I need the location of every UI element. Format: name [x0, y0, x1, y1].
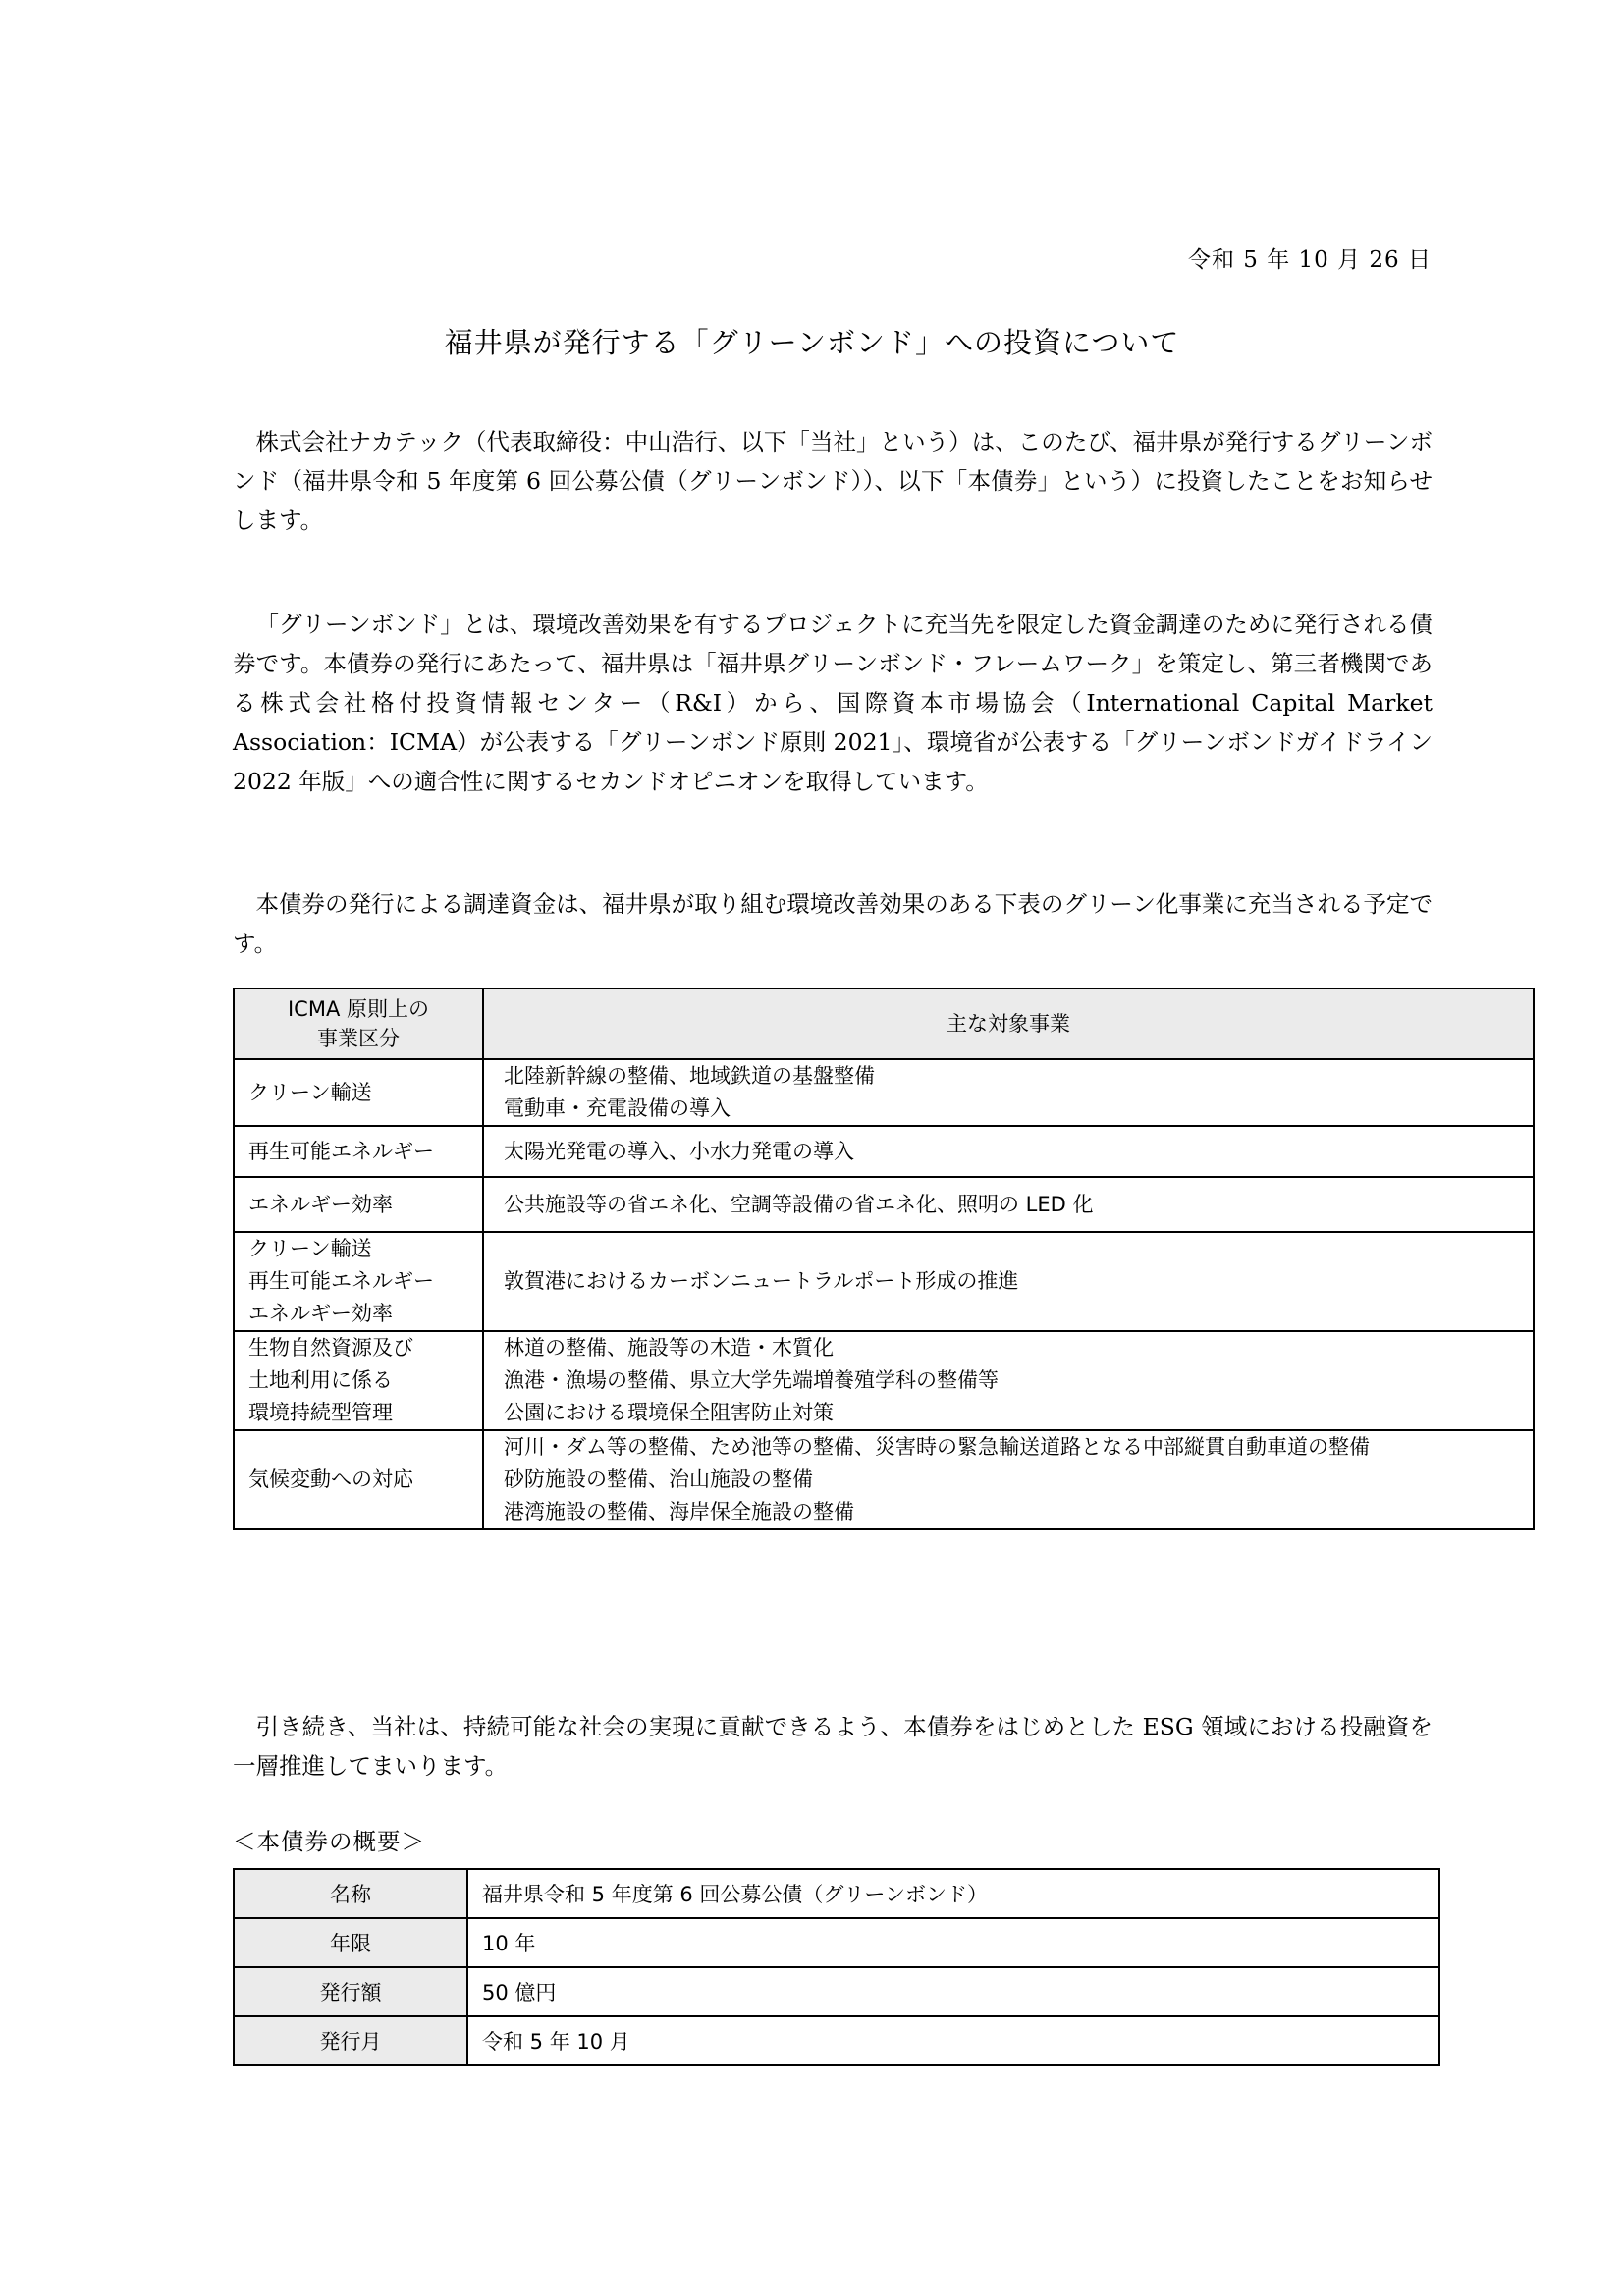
project-line: 漁港・漁場の整備、県立大学先端増養殖学科の整備等: [504, 1368, 999, 1392]
category-line: 生物自然資源及び: [248, 1336, 413, 1360]
table-row: [234, 1331, 1534, 1430]
category-header-line: 事業区分: [317, 1027, 400, 1050]
summary-row: [234, 2016, 1439, 2065]
table-row: [234, 1430, 1534, 1529]
summary-table-body: [234, 1869, 1439, 2065]
category-cell: [234, 1430, 483, 1529]
project-line: 公共施設等の省エネ化、空調等設備の省エネ化、照明の LED 化: [504, 1192, 1094, 1216]
category-cell: [234, 1059, 483, 1126]
allocation-paragraph: 本債券の発行による調達資金は、福井県が取り組む環境改善効果のある下表のグリーン化事業に充当される予定です。: [233, 889, 1433, 957]
table-row: [234, 1232, 1534, 1331]
summary-row: [234, 1967, 1439, 2016]
category-line: エネルギー効率: [248, 1192, 393, 1216]
category-header: [234, 988, 483, 1059]
project-line: 砂防施設の整備、治山施設の整備: [504, 1468, 813, 1491]
project-line: 太陽光発電の導入、小水力発電の導入: [504, 1139, 854, 1163]
project-table: [233, 988, 1535, 1530]
category-cell: [234, 1177, 483, 1232]
summary-row: [234, 1869, 1439, 1918]
projects-cell: [483, 1126, 1534, 1177]
category-header-line: ICMA 原則上の: [287, 997, 430, 1021]
summary-value: 10 年: [467, 1918, 1439, 1967]
intro-paragraph: 株式会社ナカテック（代表取締役：中山浩行、以下「当社」という）は、このたび、福井県が発行するグリーンボンド（福井県令和 5 年度第 6 回公募公債（グリーンボンド））、以下「本債券」という）に投資したことをお知らせします。: [233, 427, 1433, 534]
green-bond-paragraph: 「グリーンボンド」とは、環境改善効果を有するプロジェクトに充当先を限定した資金調達のために発行される債券です。本債券の発行にあたって、福井県は「福井県グリーンボンド・フレームワーク」を策定し、第三者機関である株式会社格付投資情報センター（R&I）から、国際資本市場協会（International Capital Market Association：ICMA）が公表する「グリーンボンド原則 2021」、環境省が公表する「グリーンボンドガイドライン 2022 年版」への適合性に関するセカンドオピニオンを取得しています。: [233, 610, 1433, 795]
projects-cell: [483, 1232, 1534, 1331]
category-line: 再生可能エネルギー: [248, 1139, 434, 1163]
projects-cell: [483, 1430, 1534, 1529]
closing-paragraph: 引き続き、当社は、持続可能な社会の実現に貢献できるよう、本債券をはじめとした ESG 領域における投融資を一層推進してまいります。: [233, 1712, 1433, 1780]
project-table-body: [234, 1059, 1534, 1529]
projects-cell: [483, 1059, 1534, 1126]
summary-row: [234, 1918, 1439, 1967]
summary-caption: ＜本債券の概要＞: [233, 1828, 425, 1855]
table-row: [234, 1059, 1534, 1126]
category-cell: [234, 1126, 483, 1177]
summary-value: 福井県令和 5 年度第 6 回公募公債（グリーンボンド）: [467, 1869, 1439, 1918]
category-line: クリーン輸送: [248, 1080, 372, 1104]
category-line: 土地利用に係る: [248, 1368, 393, 1392]
project-line: 電動車・充電設備の導入: [504, 1096, 731, 1120]
project-line: 港湾施設の整備、海岸保全施設の整備: [504, 1500, 854, 1523]
project-line: 公園における環境保全阻害防止対策: [504, 1401, 834, 1424]
category-line: 気候変動への対応: [248, 1468, 413, 1491]
summary-label: 発行額: [234, 1967, 467, 2016]
summary-label: 年限: [234, 1918, 467, 1967]
summary-label: 発行月: [234, 2016, 467, 2065]
table-row: [234, 1126, 1534, 1177]
category-line: 環境持続型管理: [248, 1401, 393, 1424]
project-line: 敦賀港におけるカーボンニュートラルポート形成の推進: [504, 1269, 1019, 1293]
summary-label: 名称: [234, 1869, 467, 1918]
projects-cell: [483, 1331, 1534, 1430]
summary-table: [233, 1868, 1440, 2066]
summary-value: 50 億円: [467, 1967, 1439, 2016]
project-line: 河川・ダム等の整備、ため池等の整備、災害時の緊急輸送道路となる中部縦貫自動車道の整備: [504, 1435, 1370, 1459]
project-line: 北陸新幹線の整備、地域鉄道の基盤整備: [504, 1064, 875, 1088]
category-cell: [234, 1232, 483, 1331]
summary-value: 令和 5 年 10 月: [467, 2016, 1439, 2065]
category-line: エネルギー効率: [248, 1302, 393, 1325]
category-line: 再生可能エネルギー: [248, 1269, 434, 1293]
projects-header: 主な対象事業: [483, 988, 1534, 1059]
category-line: クリーン輸送: [248, 1237, 372, 1260]
document-title: 福井県が発行する「グリーンボンド」への投資について: [444, 326, 1180, 359]
document-date: 令和 5 年 10 月 26 日: [1187, 247, 1432, 273]
project-table-header-row: [234, 988, 1534, 1059]
project-line: 林道の整備、施設等の木造・木質化: [504, 1336, 834, 1360]
table-row: [234, 1177, 1534, 1232]
projects-cell: [483, 1177, 1534, 1232]
category-cell: [234, 1331, 483, 1430]
